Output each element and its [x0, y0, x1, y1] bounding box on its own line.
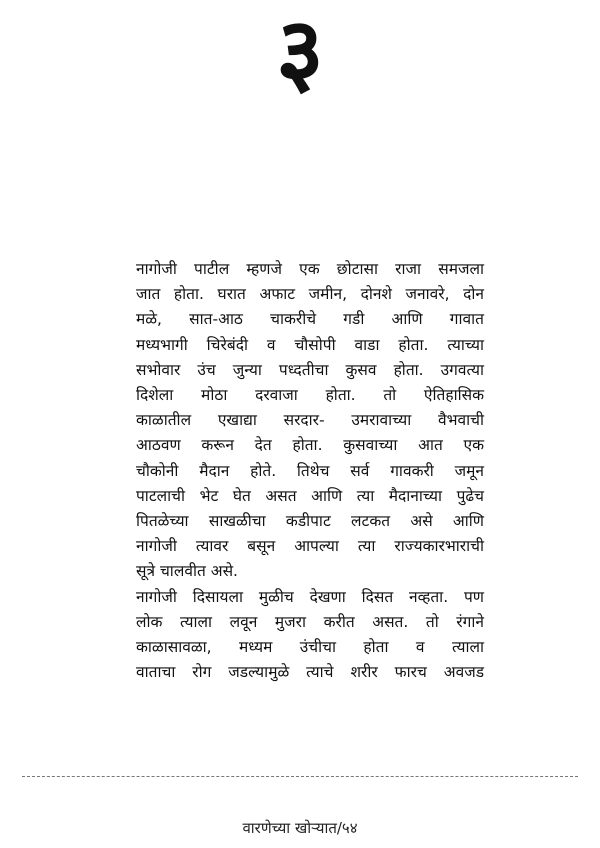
- text-line: आठवण करून देत होता. कुसवाच्या आत एक: [136, 436, 484, 455]
- page-body: [136, 257, 484, 685]
- text-line: काळासावळा, मध्यम उंचीचा होता व त्याला: [136, 638, 484, 657]
- text-line: मध्यभागी चिरेबंदी व चौसोपी वाडा होता. त्याच्या: [136, 335, 484, 354]
- text-line: दिशेला मोठा दरवाजा होता. तो ऐतिहासिक: [136, 386, 484, 405]
- footer-divider: [22, 776, 578, 777]
- paragraph-2: [136, 585, 484, 686]
- text-line: सभोवार उंच जुन्या पध्दतीचा कुसव होता. उगवत्या: [136, 360, 484, 379]
- text-line: वाताचा रोग जडल्यामुळे त्याचे शरीर फारच अवजड: [136, 663, 484, 682]
- text-line: पाटलाची भेट घेत असत आणि त्या मैदानाच्या पुढेच: [136, 486, 484, 505]
- chapter-number: ३: [276, 0, 324, 105]
- text-line: नागोजी पाटील म्हणजे एक छोटासा राजा समजला: [136, 260, 484, 278]
- paragraph-1: [136, 257, 484, 585]
- text-line: मळे, सात-आठ चाकरीचे गडी आणि गावात: [136, 310, 484, 329]
- text-line: काळातील एखाद्या सरदार- उमरावाच्या वैभवाची: [136, 411, 484, 430]
- text-line: लोक त्याला लवून मुजरा करीत असत. तो रंगाने: [136, 612, 484, 631]
- text-line: पितळेच्या साखळीचा कडीपाट लटकत असे आणि: [136, 512, 484, 531]
- text-line: जात होता. घरात अफाट जमीन, दोनशे जनावरे, दोन: [136, 285, 484, 304]
- text-line: सूत्रे चालवीत असे.: [136, 562, 238, 581]
- text-line: चौकोनी मैदान होते. तिथेच सर्व गावकरी जमून: [136, 461, 484, 480]
- text-line: नागोजी दिसायला मुळीच देखणा दिसत नव्हता. पण: [136, 587, 484, 606]
- running-footer: वारणेच्या खोऱ्यात/५४: [242, 819, 358, 837]
- text-line: नागोजी त्यावर बसून आपल्या त्या राज्यकारभाराची: [136, 537, 484, 556]
